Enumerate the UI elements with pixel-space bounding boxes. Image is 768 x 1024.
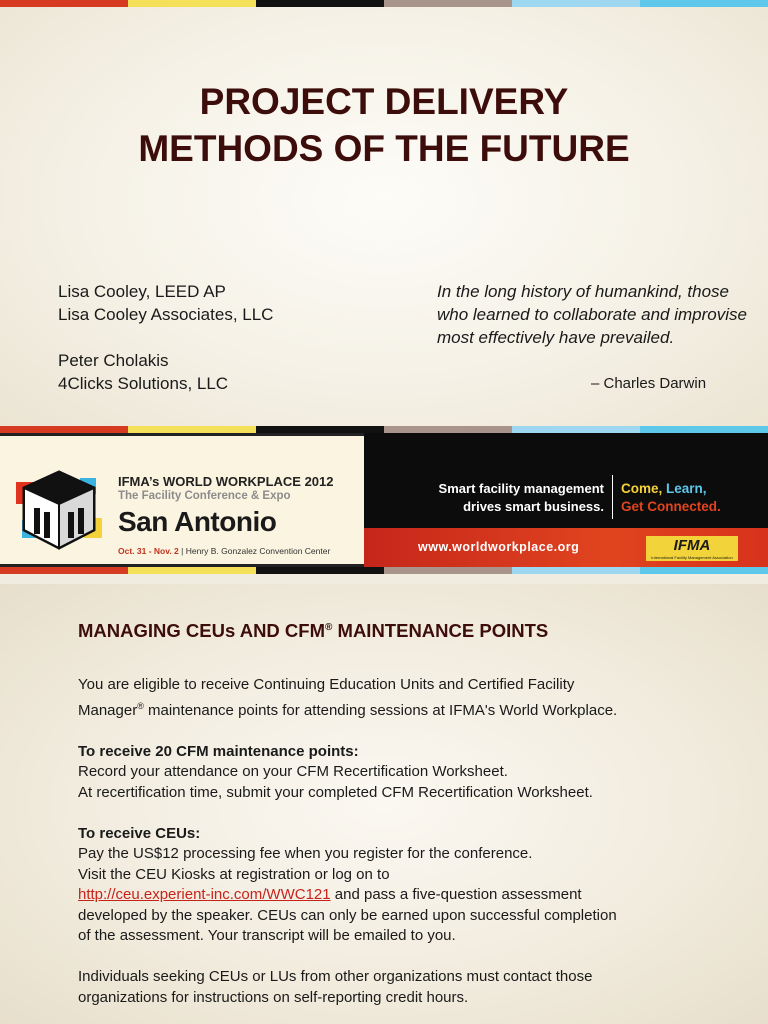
other-line1: Individuals seeking CEUs or LUs from other organizations must contact those <box>78 968 593 985</box>
ifma-logo-subtext: International Facility Management Association <box>651 555 733 560</box>
cfm-section <box>78 742 718 804</box>
ceu-slide-title <box>78 620 548 642</box>
banner-date-range: Oct. 31 - Nov. 2 <box>118 546 179 556</box>
banner-venue: Henry B. Gonzalez Convention Center <box>185 546 331 556</box>
ceu-slide-body <box>78 675 718 1024</box>
other-orgs-section <box>78 967 718 1008</box>
intro-line2-b: maintenance points for attending sessions at IFMA's World Workplace. <box>143 701 618 719</box>
intro-paragraph <box>78 675 718 721</box>
slogan-come: Come, <box>621 481 663 496</box>
banner-left-panel <box>0 433 364 567</box>
banner-event-subtitle: The Facility Conference & Expo <box>118 490 291 502</box>
other-line2: organizations for instructions on self-reporting credit hours. <box>78 988 469 1006</box>
mid-color-stripe-top <box>0 426 768 433</box>
banner-event-title: IFMA’s WORLD WORKPLACE 2012 <box>118 474 334 489</box>
cfm-line1: Record your attendance on your CFM Recertification Worksheet. <box>78 763 508 780</box>
world-workplace-logo-icon <box>14 468 104 553</box>
intro-line1: You are eligible to receive Continuing Education Units and Certified Facility <box>78 676 575 693</box>
speaker2-name: Peter Cholakis <box>58 351 169 370</box>
tagline-line2: drives smart business. <box>463 499 604 514</box>
ceu-section <box>78 824 718 947</box>
ceu-line3-rest: and pass a five-question assessment <box>330 886 582 903</box>
ifma-logo <box>646 536 738 561</box>
speaker2-org: 4Clicks Solutions, LLC <box>58 374 229 393</box>
ceu-assessment-link[interactable]: http://ceu.experient-inc.com/WWC121 <box>78 886 331 903</box>
title-registered-mark: ® <box>325 621 333 633</box>
quote-attribution: – Charles Darwin <box>591 375 707 392</box>
darwin-quote: In the long history of humankind, those who learned to collaborate and improvise most effectively have prevailed. <box>437 282 747 347</box>
intro-registered-mark: ® <box>137 700 144 711</box>
slogan-get-connected: Get Connected. <box>621 499 721 514</box>
ceu-heading: To receive CEUs: <box>78 824 201 842</box>
speaker1-name: Lisa Cooley, LEED AP <box>58 282 226 301</box>
banner-city: San Antonio <box>118 506 277 537</box>
tagline-line1: Smart facility management <box>438 481 604 496</box>
banner-tagline <box>388 480 604 516</box>
intro-line2-a: Manager <box>78 701 138 719</box>
slide-title: PROJECT DELIVERY METHODS OF THE FUTURE <box>138 81 630 169</box>
cfm-heading: To receive 20 CFM maintenance points: <box>78 742 359 760</box>
speaker1-org: Lisa Cooley Associates, LLC <box>58 305 274 324</box>
cfm-line2: At recertification time, submit your completed CFM Recertification Worksheet. <box>78 783 593 801</box>
top-color-stripe <box>0 0 768 7</box>
banner-dates: Oct. 31 - Nov. 2 | Henry B. Gonzalez Convention Center <box>118 546 331 556</box>
ceu-line2: Visit the CEU Kiosks at registration or log on to <box>78 865 390 883</box>
title-part2: MAINTENANCE POINTS <box>332 620 549 641</box>
ceu-line1: Pay the US$12 processing fee when you register for the conference. <box>78 845 533 862</box>
ifma-logo-text: IFMA <box>673 537 711 554</box>
mid-color-stripe-bottom <box>0 567 768 574</box>
banner-slogan <box>621 480 721 516</box>
title-part1: MANAGING CEUs AND CFM <box>78 620 326 641</box>
conference-banner <box>0 433 768 567</box>
speakers-block <box>58 280 273 395</box>
tagline-divider <box>612 475 613 519</box>
ceu-line4: developed by the speaker. CEUs can only be earned upon successful completion <box>78 906 617 924</box>
banner-right-panel <box>364 433 768 567</box>
banner-url[interactable]: www.worldworkplace.org <box>418 540 580 554</box>
ceu-line5: of the assessment. Your transcript will be emailed to you. <box>78 927 456 944</box>
slogan-learn: Learn, <box>666 481 707 496</box>
